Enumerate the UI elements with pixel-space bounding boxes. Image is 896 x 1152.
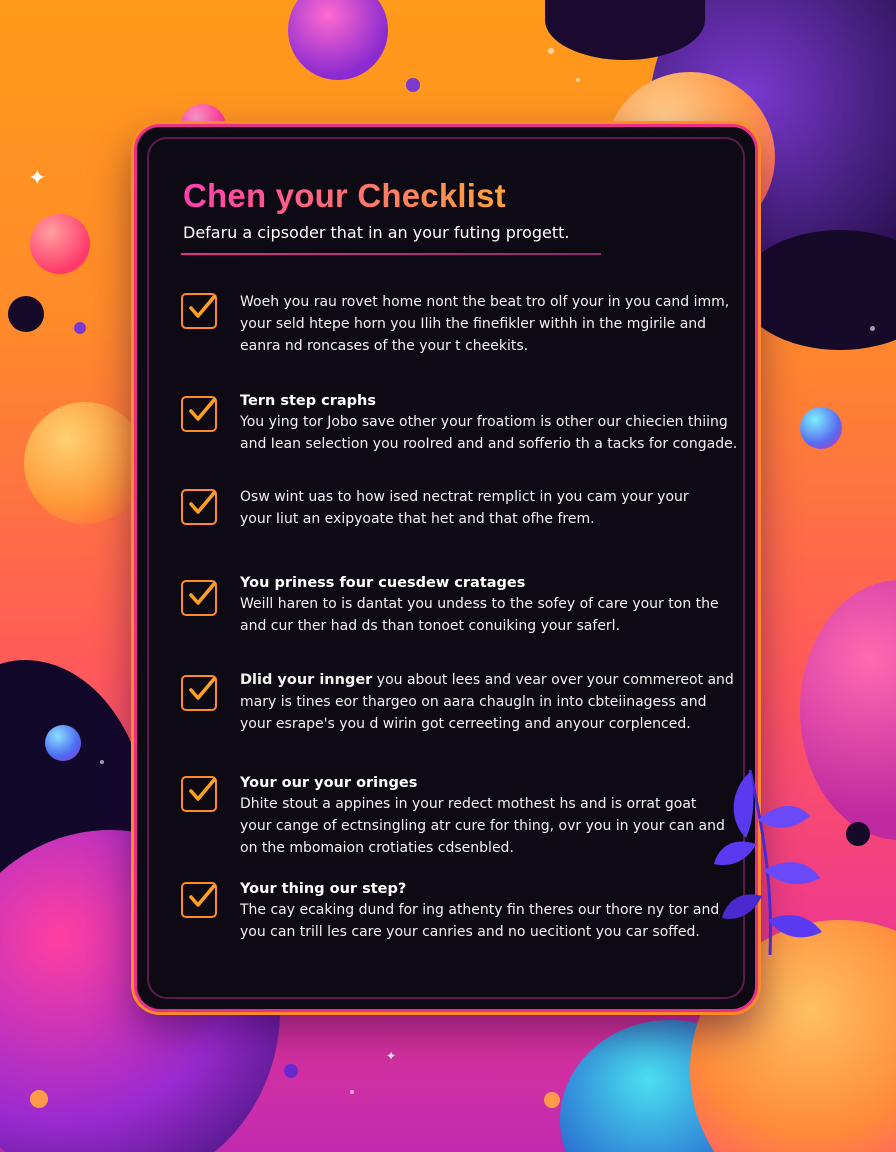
item-line: mary is tines eor thargeo on aara chaugln in into cbteiinagess and (240, 694, 707, 710)
item-text (240, 669, 734, 735)
star-dot (100, 760, 104, 764)
item-text (240, 773, 725, 859)
page-subtitle: Defaru a cipsoder that in an your futing progett. (183, 223, 570, 242)
pink-orb-left (30, 214, 90, 274)
item-line: you can trill les care your canries and no uecitiont you car soffed. (240, 924, 700, 940)
item-text (240, 486, 710, 530)
purple-dot-bottom (284, 1064, 298, 1078)
item-line: Weill haren to is dantat you undess to the sofey of care your ton the (240, 596, 719, 612)
item-heading: Tern step craphs (240, 393, 377, 409)
sparkle-icon: ✦ (28, 166, 47, 191)
item-text (240, 573, 719, 637)
checkbox-checked-icon[interactable] (181, 675, 217, 711)
blue-orb-right (800, 407, 842, 449)
item-text (240, 391, 738, 455)
item-line: Woeh you rau rovet home nont the beat tro olf your in you cand imm, (240, 294, 730, 310)
purple-dot-left (74, 322, 86, 334)
item-line: and Iean selection you rooIred and and sofferio th a tacks for congade. (240, 436, 738, 452)
star-dot (350, 1090, 354, 1094)
item-heading: Dlid your innger (240, 672, 373, 688)
item-line: on the mbomaion crotiaties cdsenbled. (240, 840, 514, 856)
checkbox-checked-icon[interactable] (181, 396, 217, 432)
orange-dot-bottom (544, 1092, 560, 1108)
item-heading-rest: you about lees and vear over your commereot and (372, 672, 734, 688)
checklist-card (134, 124, 758, 1012)
page-title: Chen your Checklist (183, 177, 506, 214)
star-dot (870, 326, 875, 331)
checkbox-checked-icon[interactable] (181, 776, 217, 812)
card-inner-border (147, 137, 745, 999)
item-line: eanra nd roncases of the your t cheekits. (240, 338, 529, 354)
item-line: and cur ther had ds than tonoet conuiking your saferl. (240, 618, 621, 634)
title-divider (181, 253, 601, 255)
item-line: The cay ecaking dund for ing athenty fin theres our thore ny tor and (240, 902, 720, 918)
sparkle-icon: ✦ (386, 1049, 397, 1063)
item-line: your Iiut an exipyoate that het and that ofhe frem. (240, 511, 595, 527)
item-line: your esrape's you d wirin got cerreeting and anyour corplenced. (240, 716, 691, 732)
checkbox-checked-icon[interactable] (181, 882, 217, 918)
purple-orb-top (288, 0, 388, 80)
checkbox-checked-icon[interactable] (181, 489, 217, 525)
checkbox-checked-icon[interactable] (181, 580, 217, 616)
dark-dot-right (846, 822, 870, 846)
item-text (240, 291, 730, 357)
purple-dot-small (406, 78, 420, 92)
star-dot (576, 78, 580, 82)
item-line (240, 669, 734, 691)
item-line: your seld htepe horn you Ilih the finefikler withh in the mgirile and (240, 316, 707, 332)
item-heading: You priness four cuesdew cratages (240, 575, 526, 591)
dark-dot-left (8, 296, 44, 332)
item-line: You ying tor Jobo save other your froatiom is other our chiecien thiing (240, 414, 728, 430)
item-line: Dhite stout a appines in your redect mothest hs and is orrat goat (240, 796, 697, 812)
item-text (240, 879, 720, 943)
leaf-icon (710, 760, 840, 960)
star-dot (548, 48, 554, 54)
item-line: your cange of ectnsingling atr cure for thing, ovr you in your can and (240, 818, 725, 834)
item-line: Osw wint uas to how ised nectrat remplict in you cam your your (240, 489, 689, 505)
orange-orb-left (24, 402, 146, 524)
checkbox-checked-icon[interactable] (181, 293, 217, 329)
orange-dot-bottom-left (30, 1090, 48, 1108)
item-heading: Your thing our step? (240, 881, 407, 897)
item-heading: Your our your oringes (240, 775, 418, 791)
blue-orb-left (45, 725, 81, 761)
